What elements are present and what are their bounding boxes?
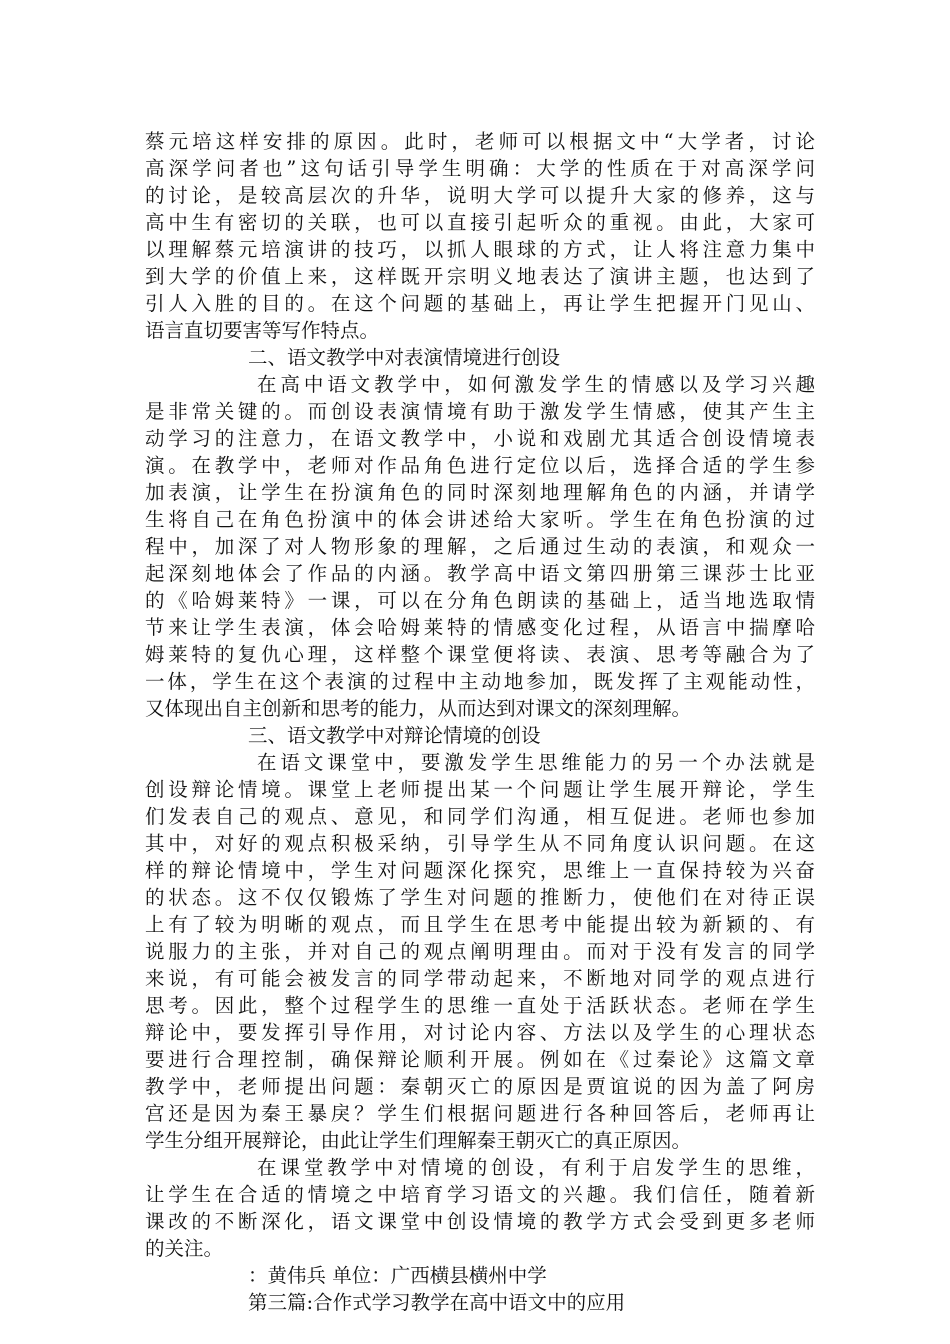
text-line: 的讨论，是较高层次的升华，说明大学可以提升大家的修养，这与 (145, 184, 815, 207)
text-line: 来说，有可能会被发言的同学带动起来，不断地对同学的观点进行 (145, 967, 815, 990)
text-line: 们发表自己的观点、意见，和同学们沟通，相互促进。老师也参加 (145, 805, 815, 828)
text-line: 要进行合理控制，确保辩论顺利开展。例如在《过秦论》这篇文章 (145, 1048, 815, 1071)
text-line: 教学中，老师提出问题：秦朝灭亡的原因是贾谊说的因为盖了阿房 (145, 1075, 815, 1098)
text-line: 其中，对好的观点积极采纳，引导学生从不同角度认识问题。在这 (145, 832, 815, 855)
text-line: 在语文课堂中，要激发学生思维能力的另一个办法就是 (257, 751, 815, 774)
text-line: 的关注。 (145, 1237, 224, 1260)
text-line: 辩论中，要发挥引导作用，对讨论内容、方法以及学生的心理状态 (145, 1021, 815, 1044)
text-line: 演。在教学中，老师对作品角色进行定位以后，选择合适的学生参 (145, 454, 815, 477)
text-line: 蔡元培这样安排的原因。此时，老师可以根据文中“大学者，讨论 (145, 130, 815, 153)
author-line: ：黄伟兵 单位：广西横县横州中学 (248, 1264, 547, 1287)
paragraph-1 (145, 128, 815, 344)
text-line: 高深学问者也”这句话引导学生明确：大学的性质在于对高深学问 (145, 157, 815, 180)
text-line: 上有了较为明晰的观点，而且学生在思考中能提出较为新颖的、有 (145, 913, 815, 936)
text-line: 又体现出自主创新和思考的能力，从而达到对课文的深刻理解。 (145, 697, 692, 720)
text-line: 课改的不断深化，语文课堂中创设情境的教学方式会受到更多老师 (145, 1210, 815, 1233)
text-line: 在课堂教学中对情境的创设，有利于启发学生的思维， (257, 1156, 815, 1179)
text-line: 说服力的主张，并对自己的观点阐明理由。而对于没有发言的同学 (145, 940, 815, 963)
text-line: 起深刻地体会了作品的内涵。教学高中语文第四册第三课莎士比亚 (145, 562, 815, 585)
paragraph-3 (145, 749, 815, 1154)
text-line: 节来让学生表演，体会哈姆莱特的情感变化过程，从语言中揣摩哈 (145, 616, 815, 639)
text-line: 在高中语文教学中，如何激发学生的情感以及学习兴趣 (257, 373, 815, 396)
text-line: 学生分组开展辩论，由此让学生们理解秦王朝灭亡的真正原因。 (145, 1129, 692, 1152)
text-line: 以理解蔡元培演讲的技巧，以抓人眼球的方式，让人将注意力集中 (145, 238, 815, 261)
text-line: 宫还是因为秦王暴戾？学生们根据问题进行各种回答后，老师再让 (145, 1102, 815, 1125)
text-line: 程中，加深了对人物形象的理解，之后通过生动的表演，和观众一 (145, 535, 815, 558)
paragraph-4 (145, 1154, 815, 1262)
document-page (145, 128, 815, 1316)
text-line: 生将自己在角色扮演中的体会讲述给大家听。学生在角色扮演的过 (145, 508, 815, 531)
section-heading-2: 二、语文教学中对表演情境进行创设 (248, 346, 561, 369)
section-heading-3: 三、语文教学中对辩论情境的创设 (248, 724, 541, 747)
text-line: 创设辩论情境。课堂上老师提出某一个问题让学生展开辩论，学生 (145, 778, 815, 801)
text-line: 加表演，让学生在扮演角色的同时深刻地理解角色的内涵，并请学 (145, 481, 815, 504)
text-line: 动学习的注意力，在语文教学中，小说和戏剧尤其适合创设情境表 (145, 427, 815, 450)
text-line: 样的辩论情境中，学生对问题深化探究，思维上一直保持较为兴奋 (145, 859, 815, 882)
paragraph-2 (145, 371, 815, 722)
text-line: 的状态。这不仅仅锻炼了学生对问题的推断力，使他们在对待正误 (145, 886, 815, 909)
next-article-title: 第三篇:合作式学习教学在高中语文中的应用 (248, 1291, 626, 1314)
text-line: 到大学的价值上来，这样既开宗明义地表达了演讲主题，也达到了 (145, 265, 815, 288)
text-line: 让学生在合适的情境之中培育学习语文的兴趣。我们信任，随着新 (145, 1183, 815, 1206)
text-line: 是非常关键的。而创设表演情境有助于激发学生情感，使其产生主 (145, 400, 815, 423)
text-line: 语言直切要害等写作特点。 (145, 319, 380, 342)
text-line: 思考。因此，整个过程学生的思维一直处于活跃状态。老师在学生 (145, 994, 815, 1017)
text-line: 高中生有密切的关联，也可以直接引起听众的重视。由此，大家可 (145, 211, 815, 234)
text-line: 引人入胜的目的。在这个问题的基础上，再让学生把握开门见山、 (145, 292, 815, 315)
text-line: 姆莱特的复仇心理，这样整个课堂便将读、表演、思考等融合为了 (145, 643, 815, 666)
text-line: 一体，学生在这个表演的过程中主动地参加，既发挥了主观能动性， (145, 670, 815, 693)
text-line: 的《哈姆莱特》一课，可以在分角色朗读的基础上，适当地选取情 (145, 589, 815, 612)
